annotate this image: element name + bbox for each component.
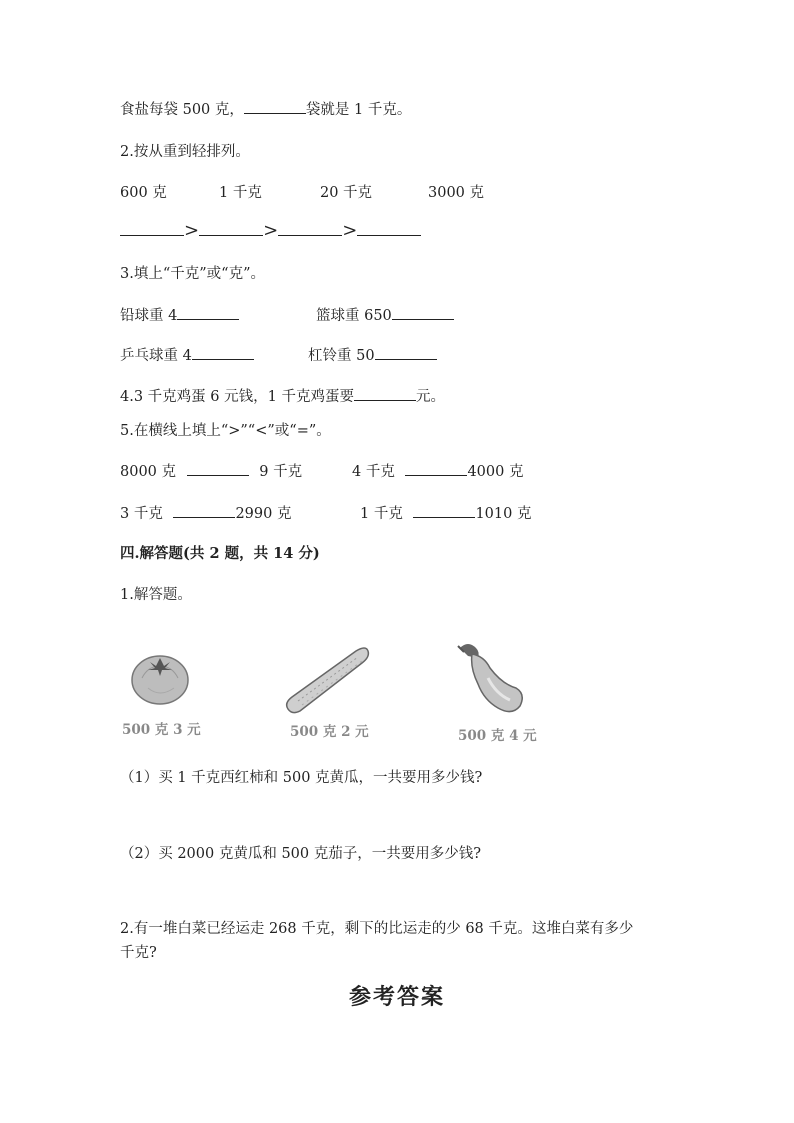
answer-blank[interactable] bbox=[405, 461, 467, 476]
compare-left: 1 千克 bbox=[360, 506, 403, 522]
question-2-line1: 2.有一堆白菜已经运走 268 千克，剩下的比运走的少 68 千克。这堆白菜有多少 bbox=[120, 921, 634, 937]
question-3-title: 3.填上“千克”或“克”。 bbox=[120, 266, 265, 282]
answer-blank[interactable] bbox=[173, 503, 235, 518]
question-1-title: 1.解答题。 bbox=[120, 587, 192, 603]
answer-blank[interactable] bbox=[357, 221, 421, 236]
price-label: 500 克 3 元 bbox=[122, 722, 201, 738]
question-2-title: 2.按从重到轻排列。 bbox=[120, 144, 250, 160]
compare-left: 4 千克 bbox=[352, 464, 395, 480]
fill-unit-item bbox=[316, 304, 454, 325]
answer-blank[interactable] bbox=[375, 345, 437, 360]
weight-item: 20 千克 bbox=[320, 185, 373, 201]
greater-than-sign: > bbox=[342, 220, 358, 241]
eggplant-icon bbox=[454, 638, 530, 716]
question-4 bbox=[120, 385, 445, 406]
weight-item: 600 克 bbox=[120, 185, 167, 201]
fill-unit-item bbox=[308, 344, 437, 365]
answer-blank[interactable] bbox=[413, 503, 475, 518]
compare-item bbox=[352, 460, 523, 481]
compare-left: 3 千克 bbox=[120, 506, 163, 522]
greater-than-sign: > bbox=[184, 220, 200, 241]
question-text: 元。 bbox=[415, 389, 445, 405]
tomato-icon bbox=[128, 648, 192, 708]
item-label: 乒乓球重 4 bbox=[120, 348, 192, 364]
cucumber-icon bbox=[278, 643, 372, 717]
fill-unit-item bbox=[120, 344, 254, 365]
question-text: 袋就是 1 千克。 bbox=[305, 102, 412, 118]
question-salt bbox=[120, 98, 411, 119]
greater-than-sign: > bbox=[263, 220, 279, 241]
fill-unit-item bbox=[120, 304, 239, 325]
weight-item: 3000 克 bbox=[428, 185, 485, 201]
compare-item bbox=[360, 502, 531, 523]
price-label: 500 克 4 元 bbox=[458, 728, 537, 744]
sub-question-2: （2）买 2000 克黄瓜和 500 克茄子，一共要用多少钱? bbox=[120, 846, 482, 862]
answer-blank[interactable] bbox=[199, 221, 263, 236]
compare-right: 9 千克 bbox=[259, 464, 303, 480]
compare-item bbox=[120, 502, 291, 523]
question-2-line2: 千克? bbox=[120, 945, 157, 961]
answer-blank[interactable] bbox=[392, 305, 454, 320]
compare-left: 8000 克 bbox=[120, 464, 177, 480]
price-label: 500 克 2 元 bbox=[290, 724, 369, 740]
section-heading: 四.解答题(共 2 题，共 14 分) bbox=[120, 545, 320, 562]
answer-blank[interactable] bbox=[120, 221, 184, 236]
question-5-title: 5.在横线上填上“>”“<”或“=”。 bbox=[120, 423, 331, 439]
answer-blank[interactable] bbox=[187, 461, 249, 476]
item-label: 铅球重 4 bbox=[120, 308, 178, 324]
order-blanks bbox=[120, 220, 421, 241]
compare-item bbox=[120, 460, 302, 481]
answer-blank[interactable] bbox=[278, 221, 342, 236]
compare-right: 1010 克 bbox=[475, 506, 532, 522]
item-label: 篮球重 650 bbox=[316, 308, 392, 324]
compare-right: 2990 克 bbox=[235, 506, 292, 522]
compare-right: 4000 克 bbox=[467, 464, 524, 480]
weight-item: 1 千克 bbox=[219, 185, 262, 201]
answer-title: 参考答案 bbox=[348, 984, 445, 1010]
question-text: 4.3 千克鸡蛋 6 元钱，1 千克鸡蛋要 bbox=[120, 389, 354, 405]
answer-blank[interactable] bbox=[354, 386, 416, 401]
answer-blank[interactable] bbox=[244, 99, 306, 114]
sub-question-1: （1）买 1 千克西红柿和 500 克黄瓜，一共要用多少钱? bbox=[120, 770, 483, 786]
question-text: 食盐每袋 500 克， bbox=[120, 102, 244, 118]
answer-blank[interactable] bbox=[177, 305, 239, 320]
answer-blank[interactable] bbox=[192, 345, 254, 360]
item-label: 杠铃重 50 bbox=[308, 348, 375, 364]
